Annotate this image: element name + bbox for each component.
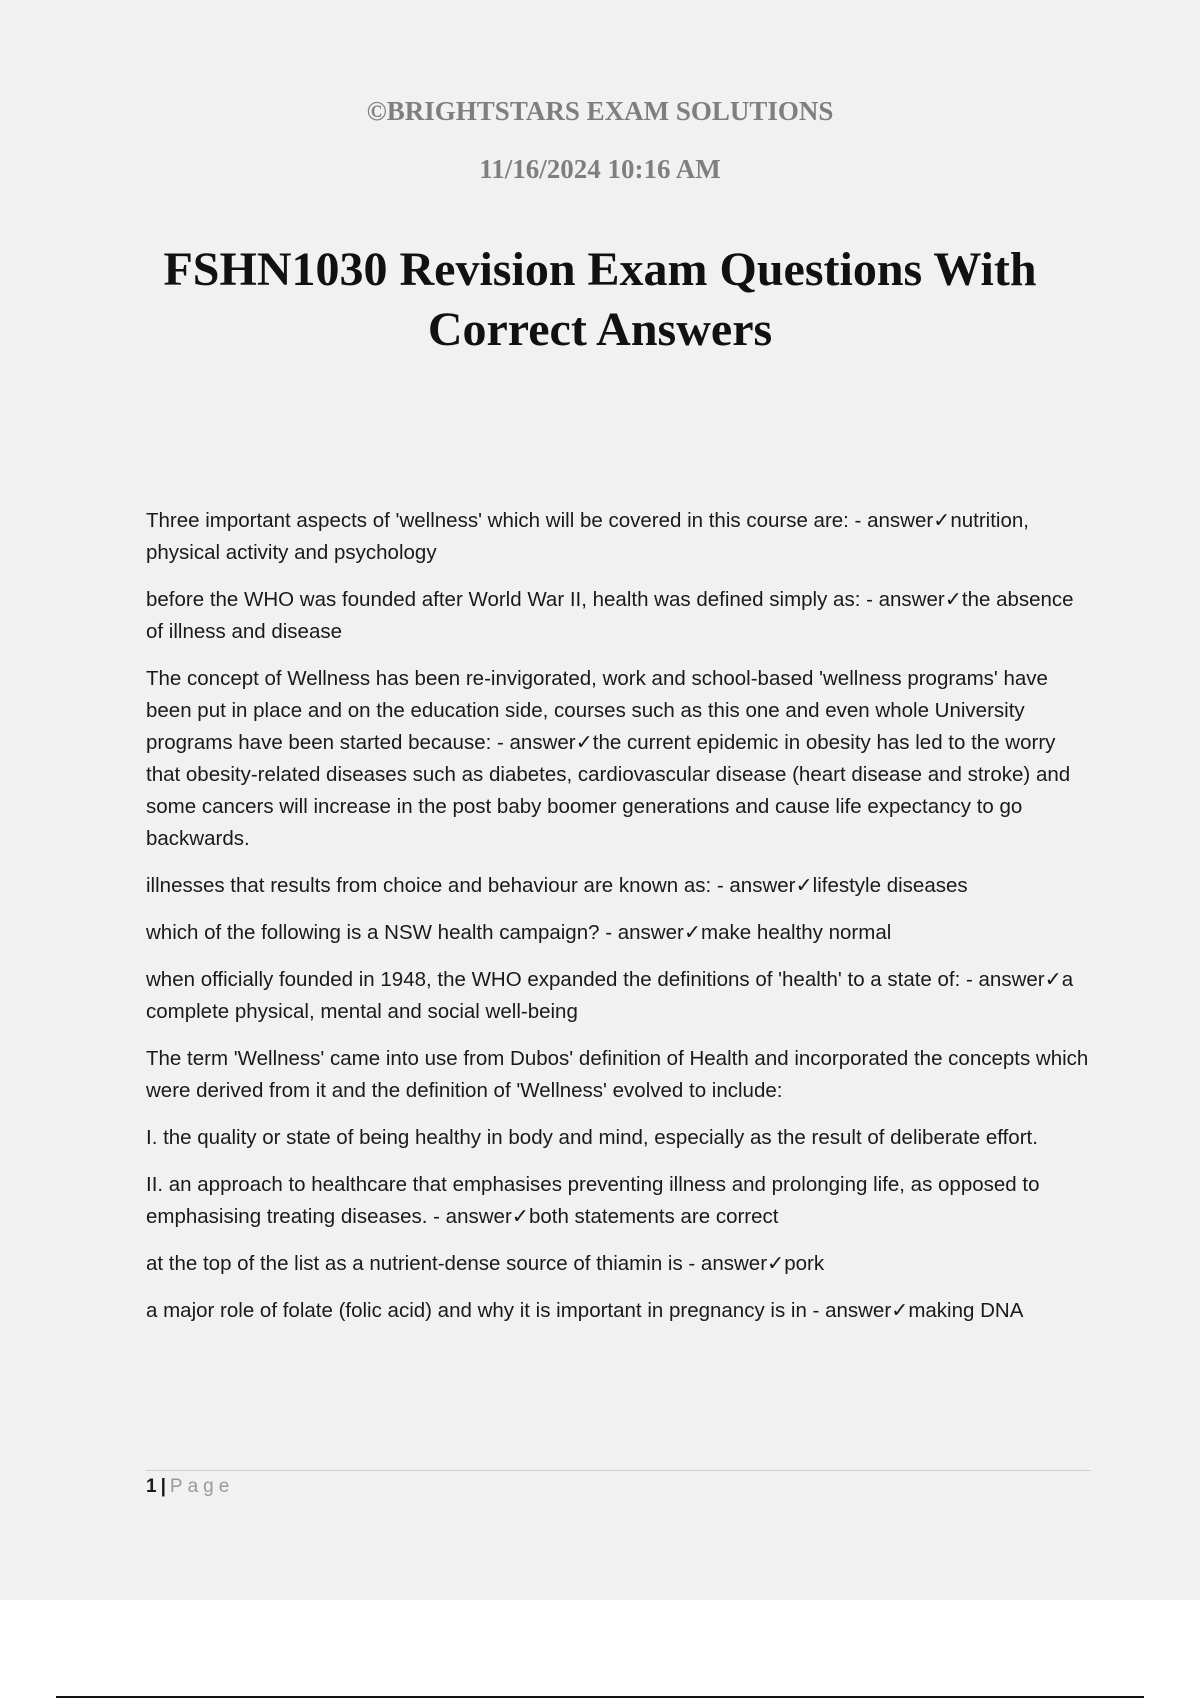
header-brand: ©BRIGHTSTARS EXAM SOLUTIONS bbox=[366, 96, 834, 126]
document-title bbox=[100, 240, 1100, 360]
question-paragraph: The term 'Wellness' came into use from Dubos' definition of Health and incorporated the concepts which were derived from it and the definition of 'Wellness' evolved to include: bbox=[146, 1047, 1089, 1102]
document-title-line-1: FSHN1030 Revision Exam Questions With bbox=[163, 243, 1037, 296]
page-number: 1 bbox=[146, 1476, 157, 1497]
header-date: 11/16/2024 10:16 AM bbox=[479, 154, 721, 184]
question-answer-paragraph: Three important aspects of 'wellness' which will be covered in this course are: - answer✓nutrition, physical activity and psychology bbox=[146, 509, 1029, 564]
page-footer bbox=[146, 1476, 234, 1498]
question-answer-paragraph: a major role of folate (folic acid) and why it is important in pregnancy is in - answer✓making DNA bbox=[146, 1299, 1024, 1322]
question-answer-paragraph: at the top of the list as a nutrient-dense source of thiamin is - answer✓pork bbox=[146, 1252, 825, 1275]
question-answer-paragraph: illnesses that results from choice and behaviour are known as: - answer✓lifestyle diseases bbox=[146, 874, 968, 897]
question-answer-paragraph: II. an approach to healthcare that emphasises preventing illness and prolonging life, as opposed to emphasising treating diseases. - answer✓both statements are correct bbox=[146, 1173, 1040, 1228]
question-answer-paragraph: The concept of Wellness has been re-invigorated, work and school-based 'wellness programs' have been put in place and on the education side, courses such as this one and even whole University programs have been started because: - answer✓the current epidemic in obesity has led to the worry that obesity-related diseases such as diabetes, cardiovascular disease (heart disease and stroke) and some cancers will increase in the post baby boomer generations and cause life expectancy to go backwards. bbox=[146, 667, 1071, 850]
question-answer-paragraph: which of the following is a NSW health campaign? - answer✓make healthy normal bbox=[146, 921, 892, 944]
bottom-divider bbox=[56, 1696, 1144, 1698]
question-answer-paragraph: when officially founded in 1948, the WHO expanded the definitions of 'health' to a state of: - answer✓a complete physical, mental and social well-being bbox=[146, 968, 1074, 1023]
question-answer-paragraph: before the WHO was founded after World War II, health was defined simply as: - answer✓the absence of illness and disease bbox=[146, 588, 1074, 643]
page-number-separator: | bbox=[160, 1476, 166, 1497]
footer-divider bbox=[146, 1470, 1091, 1471]
document-title-line-2: Correct Answers bbox=[427, 303, 773, 356]
page-label: Page bbox=[169, 1476, 235, 1497]
statement-paragraph: I. the quality or state of being healthy in body and mind, especially as the result of deliberate effort. bbox=[146, 1126, 1038, 1149]
document-body bbox=[146, 505, 1091, 1342]
